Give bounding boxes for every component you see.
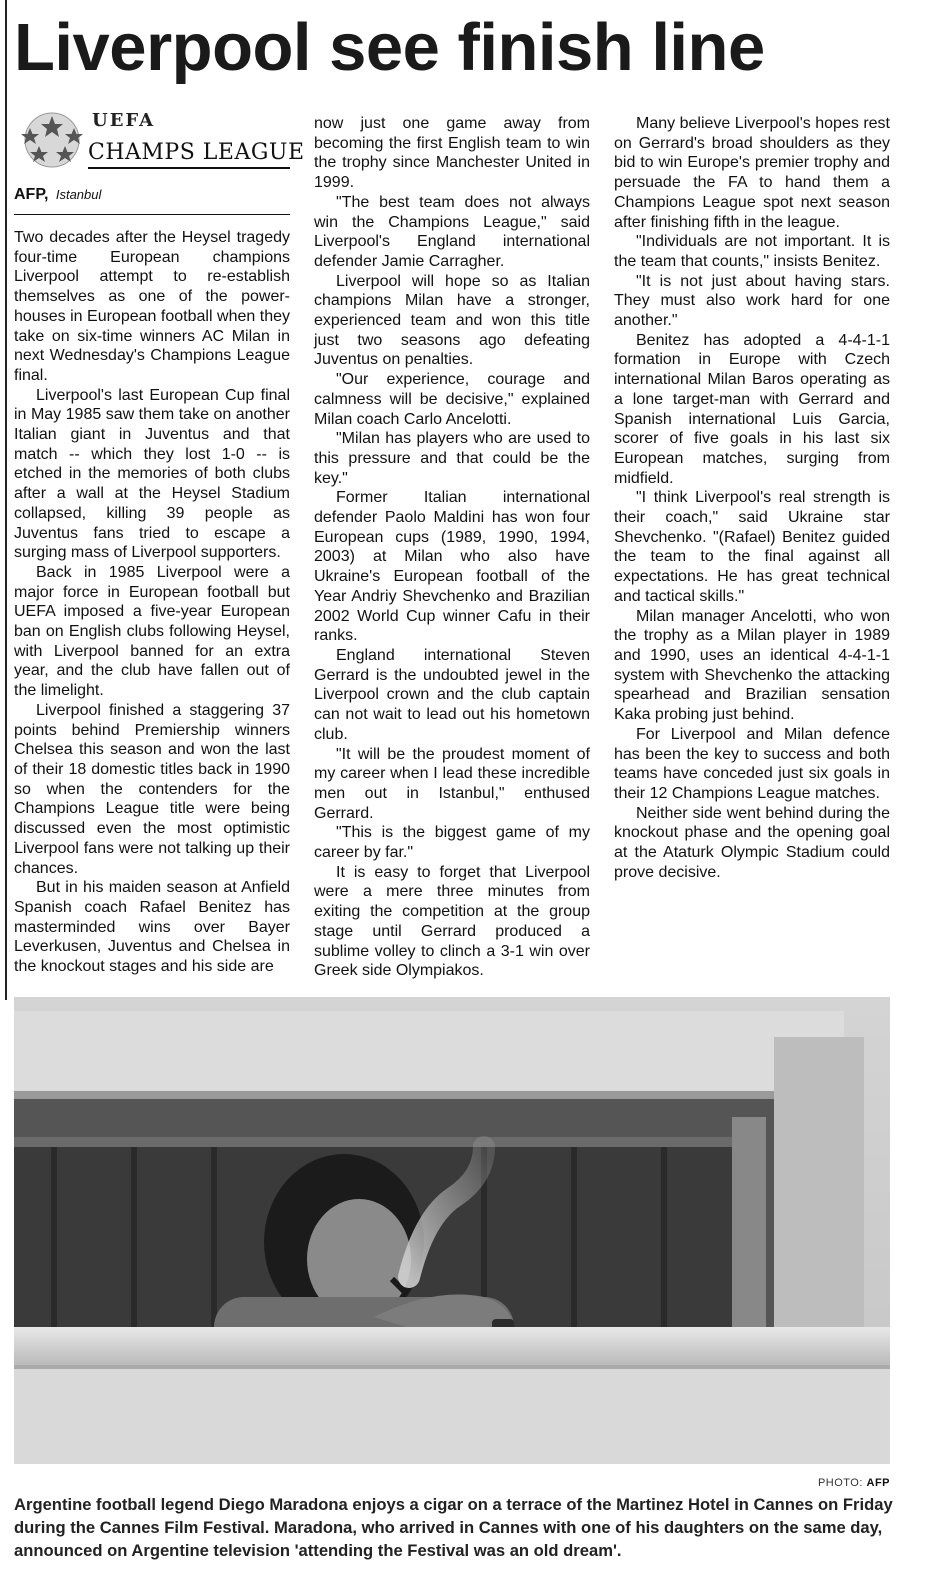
paragraph: For Liverpool and Milan defence has been the key to success and both teams have conceded just six goals in their 12 Champions League matches. [614,725,890,802]
byline-divider [14,214,290,215]
paragraph: "It will be the proudest moment of my career when I lead these incredible men out in Istanbul," enthused Gerrard. [314,745,590,822]
paragraph: "Our experience, courage and calmness will be decisive," explained Milan coach Carlo Ancelotti. [314,371,590,428]
paragraph: England international Steven Gerrard is the undoubted jewel in the Liverpool crown and the club captain can not wait to lead out his hometown club. [314,646,590,743]
article-column-2 [314,114,590,981]
paragraph: Former Italian international defender Paolo Maldini has won four European cups (1989, 1990, 1994, 2003) at Milan who also have Ukraine's European football of the Year Andriy Shevchenko and Brazilian 2002 World Cup winner Cafu in their ranks. [314,489,590,645]
paragraph: Neither side went behind during the knockout phase and the opening goal at the Ataturk Olympic Stadium could prove decisive. [614,804,890,881]
paragraph: Liverpool finished a staggering 37 points behind Premiership winners Chelsea this season and won the last of their 18 domestic titles back in 1990 so when the contenders for the Champions League title were being discussed even the most optimistic Liverpool fans were not talking up their chances. [14,701,290,877]
champions-league-logo [14,110,305,172]
news-photo [14,997,890,1464]
paragraph: "It is not just about having stars. They must also work hard for one another." [614,272,890,330]
paragraph: But in his maiden season at Anfield Spanish coach Rafael Benitez has masterminded wins over Bayer Leverkusen, Juventus and Chelsea in the knockout stages and his side are [14,879,290,976]
photo-credit-source: AFP [866,1477,890,1489]
stars-ball-icon [14,110,90,170]
paragraph: "Milan has players who are used to this pressure and that could be the key." [314,430,590,487]
headline: Liverpool see finish line [14,10,765,85]
left-column-rule [5,0,7,1000]
paragraph: "I think Liverpool's real strength is their coach," said Ukraine star Shevchenko. "(Rafael) Benitez guided the team to the final against all expectations. He has great technical and tactical skills." [614,489,890,605]
byline-agency: AFP, [14,186,49,203]
paragraph: Milan manager Ancelotti, who won the trophy as a Milan player in 1989 and 1990, uses an identical 4-4-1-1 system with Shevchenko the attacking spearhead and Brazilian sensation Kaka probing just behind. [614,607,890,724]
byline-place: Istanbul [55,187,102,202]
paragraph: Two decades after the Heysel tragedy four-time European champions Liverpool attempt to re-establish themselves as one of the power-houses in European football when they take on six-time winners AC Milan in next Wednesday's Champions League final. [14,229,290,384]
photo-illustration [14,997,890,1464]
paragraph: Benitez has adopted a 4-4-1-1 formation in Europe with Czech international Milan Baros operating as a lone target-man with Gerrard and Spanish international Luis Garcia, scorer of five goals in his last six European matches, surging from midfield. [614,331,890,487]
paragraph: now just one game away from becoming the first English team to win the trophy since Manchester United in 1999. [314,115,590,192]
paragraph: "This is the biggest game of my career by far." [314,824,590,862]
paragraph: Liverpool will hope so as Italian champions Milan have a stronger, experienced team and won this title just two seasons ago defeating Juventus on penalties. [314,272,590,369]
article-column-1 [14,228,290,977]
article-column-3 [614,114,890,882]
paragraph: Liverpool's last European Cup final in May 1985 saw them take on another Italian giant in Juventus and that match -- which they lost 1-0 -- is etched in the memories of both clubs after a wall at the Heysel Stadium collapsed, killing 39 people as Juventus fans tried to escape a surging mass of Liverpool supporters. [14,386,290,562]
paragraph: "The best team does not always win the Champions League," said Liverpool's England international defender Jamie Carragher. [314,193,590,270]
photo-caption: Argentine football legend Diego Maradona enjoys a cigar on a terrace of the Martinez Hotel in Cannes on Friday during the Cannes Film Festival. Maradona, who arrived in Cannes with one of his daughters on the same day, announced on Argentine television 'attending the Festival was an old dream'. [14,1495,893,1560]
photo-credit-label: PHOTO: [817,1477,863,1489]
paragraph: It is easy to forget that Liverpool were a mere three minutes from exiting the competition at the group stage until Gerrard produced a sublime volley to clinch a 3-1 win over Greek side Olympiakos. [314,863,590,980]
paragraph: "Individuals are not important. It is the team that counts," insists Benitez. [614,233,890,270]
logo-uefa-text: UEFA [92,110,156,131]
paragraph: Many believe Liverpool's hopes rest on Gerrard's broad shoulders as they bid to win Europe's premier trophy and persuade the FA to hand them a Champions League spot next season after finishing fifth in the league. [614,115,890,231]
logo-main-text: CHAMPS LEAGUE [88,140,305,165]
photo-credit [818,1477,890,1489]
byline [14,186,101,204]
paragraph: Back in 1985 Liverpool were a major force in European football but UEFA imposed a five-year European ban on English clubs following Heysel, with Liverpool banned for an extra year, and the club have fallen out of the limelight. [14,563,290,700]
logo-underline [88,167,290,169]
